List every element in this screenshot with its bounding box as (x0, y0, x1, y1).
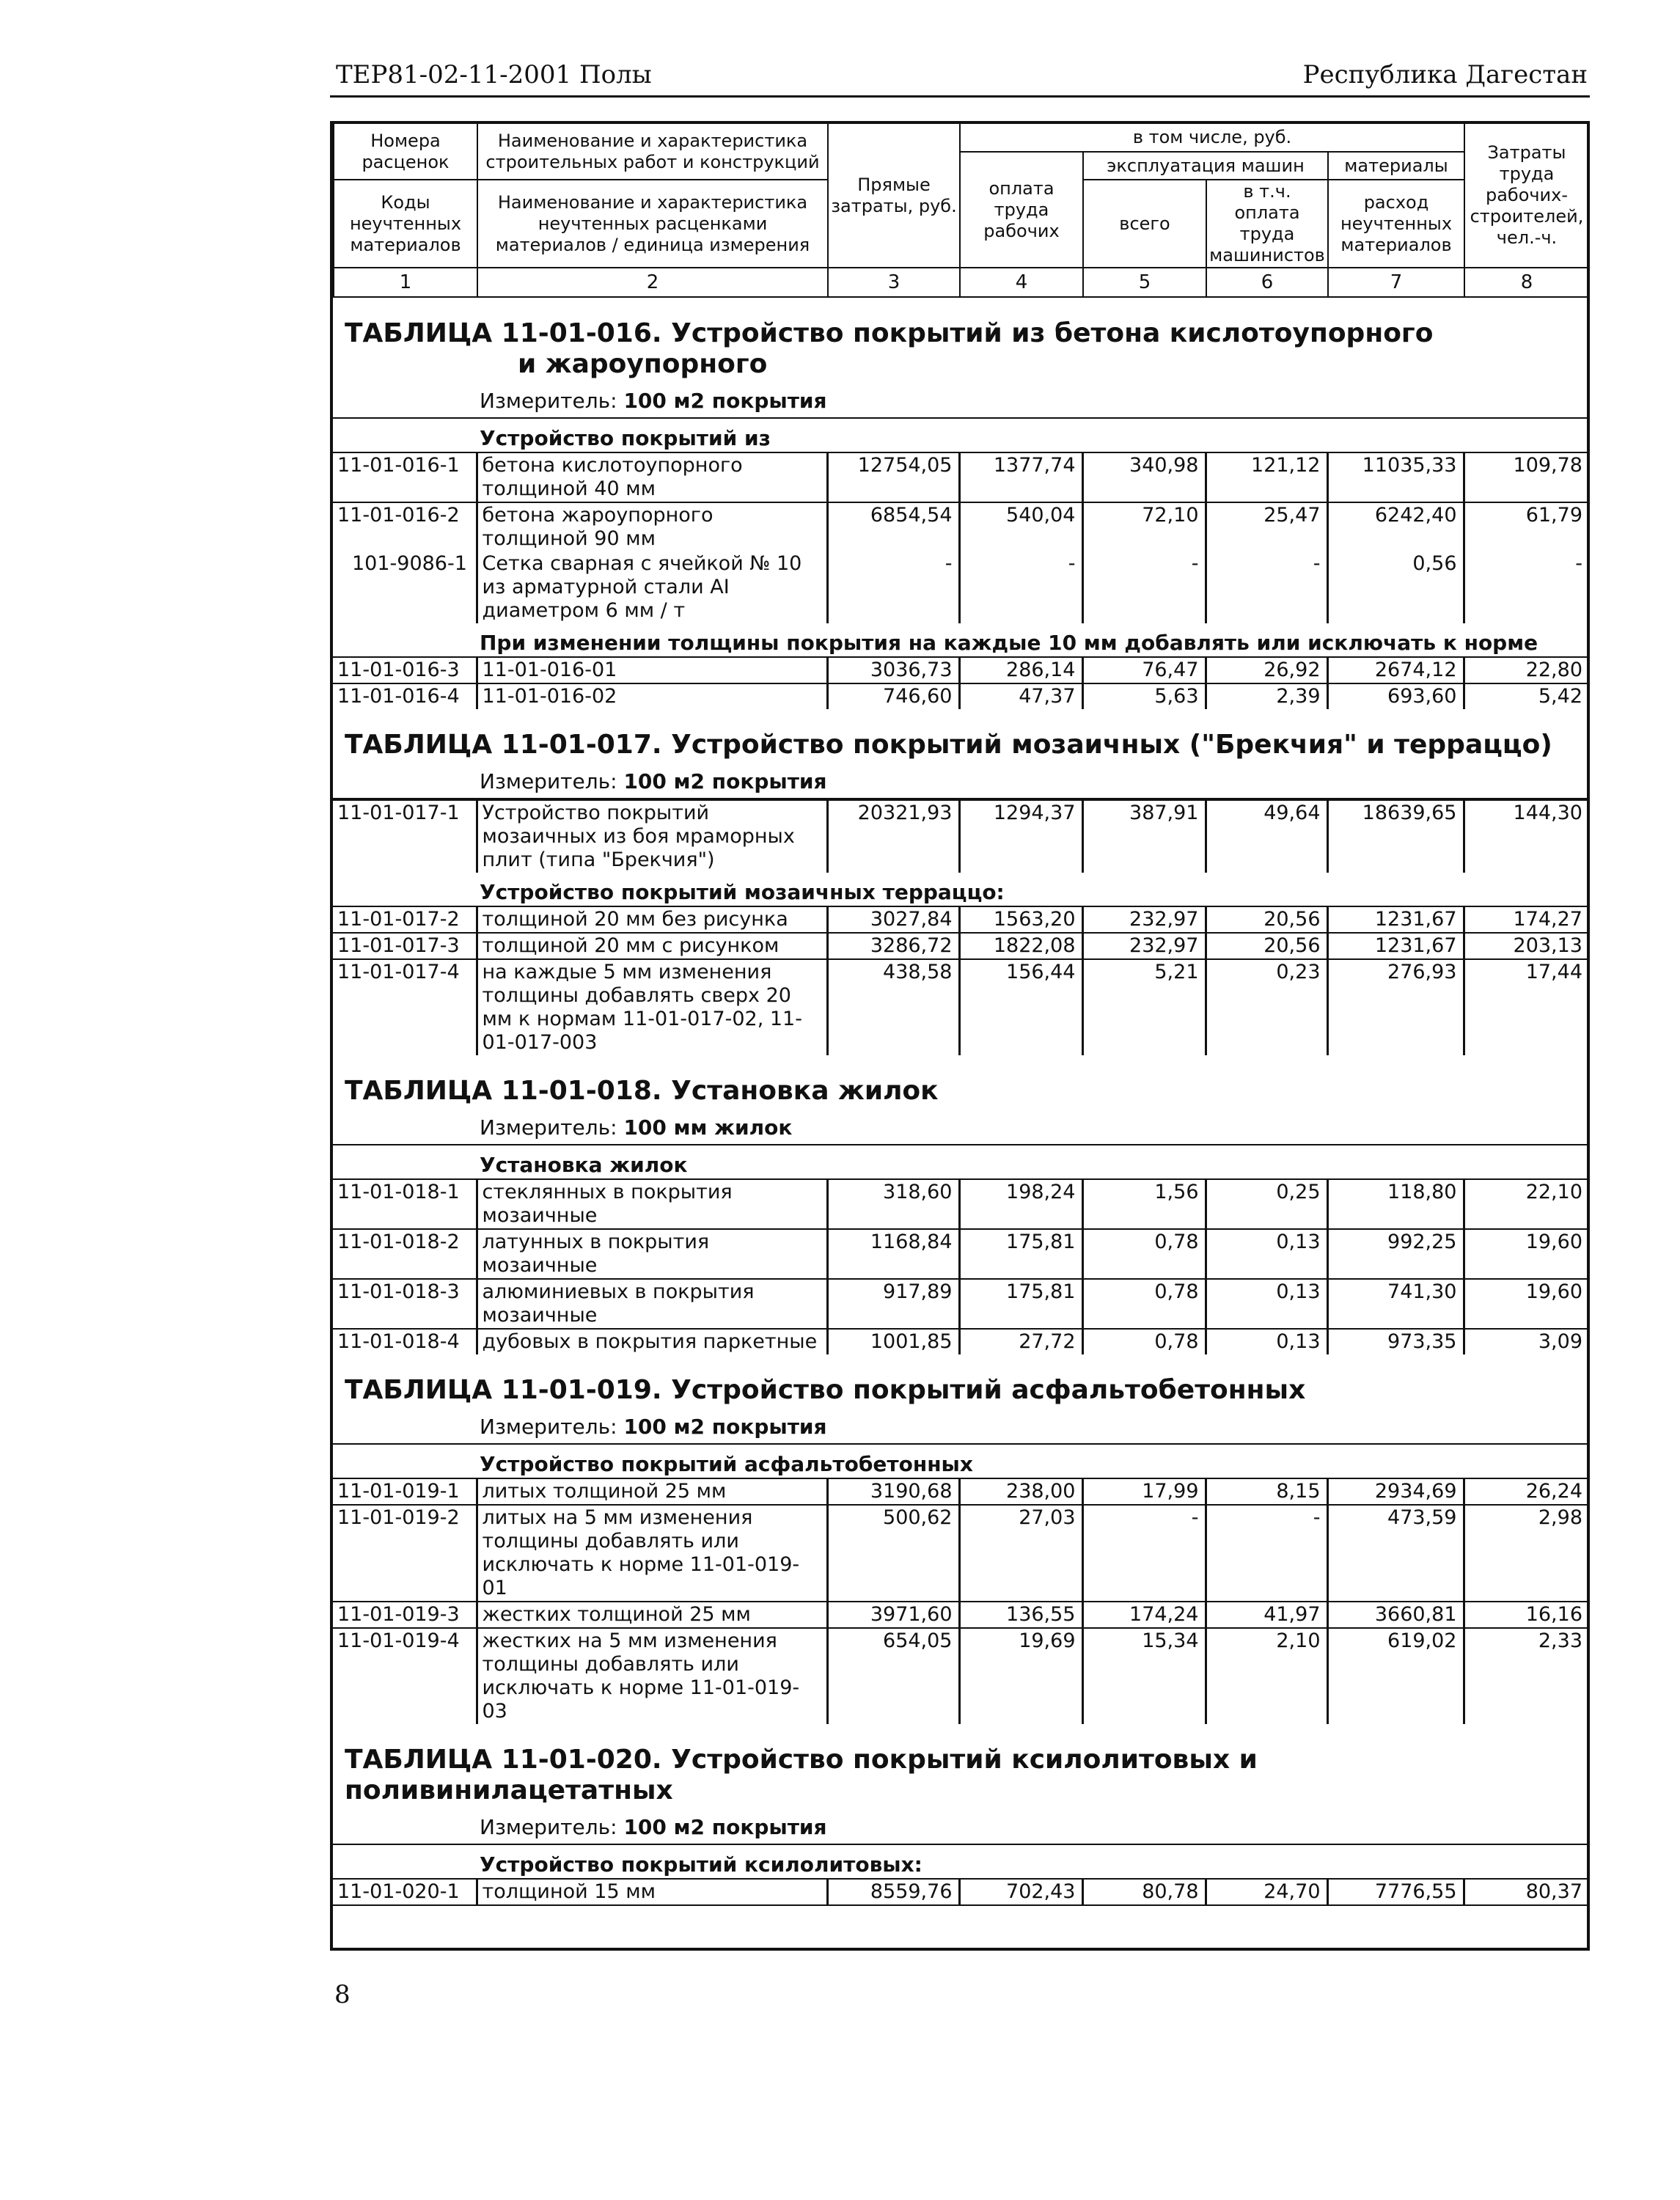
rate-value: 17,44 (1464, 959, 1588, 1055)
rate-value: 8,15 (1206, 1478, 1327, 1505)
table-row (333, 452, 1588, 502)
rate-name: толщиной 20 мм с рисунком (477, 933, 827, 959)
rate-code: 11-01-016-2 (333, 502, 477, 551)
rate-value: 438,58 (827, 959, 959, 1055)
col-header-work-name: Наименование и характеристика строительных работ и конструкций (477, 124, 828, 180)
rate-value: 3971,60 (827, 1602, 959, 1628)
rate-value: 917,89 (827, 1279, 959, 1329)
rate-name: дубовых в покрытия паркетные (477, 1329, 827, 1354)
table-row (333, 959, 1588, 1055)
col-number: 7 (1328, 268, 1464, 297)
table-row (333, 1505, 1588, 1602)
rate-value: 118,80 (1327, 1179, 1464, 1229)
rate-value: 318,60 (827, 1179, 959, 1229)
table-row (333, 906, 1588, 933)
rate-value: 1231,67 (1327, 906, 1464, 933)
table-row (333, 1229, 1588, 1279)
rates-rows (333, 906, 1588, 1055)
rates-rows (333, 1478, 1588, 1724)
rate-value: 61,79 (1464, 502, 1588, 551)
rate-value: 387,91 (1082, 800, 1206, 873)
rate-code: 11-01-016-1 (333, 452, 477, 502)
rate-name: 11-01-016-02 (477, 683, 827, 709)
rate-name: литых на 5 мм изменения толщины добавлять или исключать к норме 11-01-019-01 (477, 1505, 827, 1602)
rate-value: 1,56 (1082, 1179, 1206, 1229)
rate-value: 25,47 (1206, 502, 1327, 551)
rate-value: 19,60 (1464, 1279, 1588, 1329)
rate-value: 992,25 (1327, 1229, 1464, 1279)
rate-value: 276,93 (1327, 959, 1464, 1055)
measure-label: Измеритель: (480, 1415, 617, 1439)
rate-value: 6854,54 (827, 502, 959, 551)
running-header-left: ТЕР81-02-11-2001 Полы (336, 60, 652, 89)
rate-value: 3286,72 (827, 933, 959, 959)
rate-value: 2674,12 (1327, 657, 1464, 683)
rate-value: 12754,05 (827, 452, 959, 502)
rate-value: 6242,40 (1327, 502, 1464, 551)
col-number: 2 (477, 268, 828, 297)
rate-name: алюминиевых в покрытия мозаичные (477, 1279, 827, 1329)
rate-code: 11-01-020-1 (333, 1879, 477, 1905)
rate-value: 17,99 (1082, 1478, 1206, 1505)
rate-value: 3027,84 (827, 906, 959, 933)
rates-table (330, 121, 1590, 1951)
rate-code: 11-01-017-1 (333, 800, 477, 873)
rate-code: 11-01-019-2 (333, 1505, 477, 1602)
measure-value: 100 м2 покрытия (623, 1415, 827, 1439)
rate-name: Устройство покрытий мозаичных из боя мраморных плит (типа "Брекчия") (477, 800, 827, 873)
rate-value: 22,10 (1464, 1179, 1588, 1229)
rate-value: 0,13 (1206, 1329, 1327, 1354)
rate-name: Сетка сварная с ячейкой № 10 из арматурной стали AI диаметром 6 мм / т (477, 551, 827, 623)
rate-value: 3660,81 (1327, 1602, 1464, 1628)
rates-rows (333, 656, 1588, 709)
col-number: 1 (334, 268, 477, 297)
col-number: 8 (1464, 268, 1589, 297)
rate-code: 11-01-019-4 (333, 1628, 477, 1724)
col-number: 6 (1206, 268, 1328, 297)
col-header-including: в том числе, руб. (960, 124, 1464, 152)
rate-name: жестких на 5 мм изменения толщины добавлять или исключать к норме 11-01-019-03 (477, 1628, 827, 1724)
rate-name: бетона кислотоупорного толщиной 40 мм (477, 452, 827, 502)
measure-value: 100 м2 покрытия (623, 1815, 827, 1839)
col-header-material-name: Наименование и характеристика неучтенных расценками материалов / единица измерения (477, 180, 828, 268)
rate-value: 232,97 (1082, 933, 1206, 959)
table-row (333, 1602, 1588, 1628)
col-header-labor-costs: Затраты труда рабочих-строителей, чел.-ч. (1464, 124, 1589, 268)
rate-value: 1231,67 (1327, 933, 1464, 959)
col-header-materials: материалы (1328, 152, 1464, 180)
table-title (333, 298, 1587, 383)
rates-rows (333, 799, 1588, 873)
rate-value: 121,12 (1206, 452, 1327, 502)
measure-label: Измеритель: (480, 389, 617, 413)
rate-value: 198,24 (959, 1179, 1082, 1229)
table-row (333, 683, 1588, 709)
table-title-continuation: и жароупорного (518, 349, 768, 379)
rate-value: 3036,73 (827, 657, 959, 683)
rate-value: 15,34 (1082, 1628, 1206, 1724)
rate-value: - (1206, 551, 1327, 623)
rate-code: 11-01-019-3 (333, 1602, 477, 1628)
rate-value: 2934,69 (1327, 1478, 1464, 1505)
rate-value: 2,10 (1206, 1628, 1327, 1724)
rate-value: 16,16 (1464, 1602, 1588, 1628)
rate-value: 473,59 (1327, 1505, 1464, 1602)
col-header-material-usage: расход неучтенных материалов (1328, 180, 1464, 268)
rate-value: 1294,37 (959, 800, 1082, 873)
measure-label: Измеритель: (480, 1815, 617, 1839)
rate-value: 18639,65 (1327, 800, 1464, 873)
rate-value: 136,55 (959, 1602, 1082, 1628)
rate-value: 174,27 (1464, 906, 1588, 933)
rate-value: 8559,76 (827, 1879, 959, 1905)
col-number: 4 (960, 268, 1083, 297)
table-title (333, 709, 1587, 763)
rate-value: 1001,85 (827, 1329, 959, 1354)
col-header-machines-total: всего (1083, 180, 1206, 268)
measure-label: Измеритель: (480, 1115, 617, 1140)
col-header-worker-pay: оплата труда рабочих (960, 152, 1083, 268)
rate-code: 11-01-019-1 (333, 1478, 477, 1505)
page-number: 8 (334, 1980, 351, 2009)
rate-value: 26,92 (1206, 657, 1327, 683)
table-row (333, 1478, 1588, 1505)
col-number: 3 (828, 268, 960, 297)
rate-value: 109,78 (1464, 452, 1588, 502)
measure-unit (333, 1809, 1587, 1845)
rate-value: 3190,68 (827, 1478, 959, 1505)
rate-value: 20321,93 (827, 800, 959, 873)
table-row (333, 1628, 1588, 1724)
table-title (333, 1724, 1587, 1809)
rate-value: - (1082, 1505, 1206, 1602)
table-title-text: ТАБЛИЦА 11-01-018. Установка жилок (345, 1076, 939, 1106)
rate-value: 203,13 (1464, 933, 1588, 959)
rate-value: 144,30 (1464, 800, 1588, 873)
rate-value: 2,39 (1206, 683, 1327, 709)
rate-value: 693,60 (1327, 683, 1464, 709)
rate-value: 1563,20 (959, 906, 1082, 933)
rate-value: 741,30 (1327, 1279, 1464, 1329)
table-title (333, 1055, 1587, 1110)
rate-value: 80,37 (1464, 1879, 1588, 1905)
rate-value: 26,24 (1464, 1478, 1588, 1505)
rate-value: 20,56 (1206, 906, 1327, 933)
rate-name: 11-01-016-01 (477, 657, 827, 683)
rate-value: 286,14 (959, 657, 1082, 683)
col-header-direct-costs: Прямые затраты, руб. (828, 124, 960, 268)
rate-value: 27,03 (959, 1505, 1082, 1602)
rates-rows (333, 452, 1588, 623)
rate-value: 47,37 (959, 683, 1082, 709)
table-title-text: ТАБЛИЦА 11-01-016. Устройство покрытий из бетона кислотоупорного (345, 318, 1434, 348)
table-row (333, 502, 1588, 551)
rate-value: 340,98 (1082, 452, 1206, 502)
rate-value: 238,00 (959, 1478, 1082, 1505)
col-header-operator-pay: в т.ч. оплата труда машинистов (1206, 180, 1328, 268)
rate-value: 0,78 (1082, 1279, 1206, 1329)
rate-code: 11-01-017-4 (333, 959, 477, 1055)
rate-value: 973,35 (1327, 1329, 1464, 1354)
table-title (333, 1354, 1587, 1409)
rate-value: 7776,55 (1327, 1879, 1464, 1905)
table-row (333, 800, 1588, 873)
rate-code: 11-01-017-3 (333, 933, 477, 959)
group-subtitle: Устройство покрытий асфальтобетонных (480, 1452, 973, 1476)
rate-value: 22,80 (1464, 657, 1588, 683)
rate-value: 175,81 (959, 1279, 1082, 1329)
rate-value: 654,05 (827, 1628, 959, 1724)
measure-value: 100 м2 покрытия (623, 389, 827, 413)
rate-name: толщиной 15 мм (477, 1879, 827, 1905)
table-row (333, 1179, 1588, 1229)
rate-value: 232,97 (1082, 906, 1206, 933)
rate-value: 174,24 (1082, 1602, 1206, 1628)
rate-value: - (959, 551, 1082, 623)
table-row (333, 551, 1588, 623)
rate-code: 11-01-016-3 (333, 657, 477, 683)
group-subtitle: Устройство покрытий из (480, 426, 771, 450)
rate-value: 0,13 (1206, 1279, 1327, 1329)
header-rule (330, 95, 1590, 98)
rate-value: 0,78 (1082, 1229, 1206, 1279)
rate-code: 11-01-016-4 (333, 683, 477, 709)
rate-value: 41,97 (1206, 1602, 1327, 1628)
rate-value: 0,13 (1206, 1229, 1327, 1279)
group-subtitle: Устройство покрытий мозаичных терраццо: (480, 880, 1005, 904)
rate-code: 11-01-018-1 (333, 1179, 477, 1229)
measure-label: Измеритель: (480, 769, 617, 793)
rate-value: 2,33 (1464, 1628, 1588, 1724)
measure-value: 100 мм жилок (623, 1115, 793, 1140)
rate-code: 11-01-017-2 (333, 906, 477, 933)
measure-value: 100 м2 покрытия (623, 769, 827, 793)
rate-name: литых толщиной 25 мм (477, 1478, 827, 1505)
rate-code: 11-01-018-4 (333, 1329, 477, 1354)
rate-value: 0,56 (1327, 551, 1464, 623)
rate-name: толщиной 20 мм без рисунка (477, 906, 827, 933)
rate-value: 5,42 (1464, 683, 1588, 709)
rate-code: 11-01-018-3 (333, 1279, 477, 1329)
rate-value: 1822,08 (959, 933, 1082, 959)
rate-value: 19,69 (959, 1628, 1082, 1724)
table-row (333, 657, 1588, 683)
rate-name: жестких толщиной 25 мм (477, 1602, 827, 1628)
measure-unit (333, 763, 1587, 799)
group-subtitle: Установка жилок (480, 1153, 688, 1177)
rate-code: 101-9086-1 (352, 552, 467, 575)
rate-value: 0,23 (1206, 959, 1327, 1055)
group-subtitle: При изменении толщины покрытия на каждые 10 мм добавлять или исключать к норме (480, 631, 1538, 655)
table-row (333, 1279, 1588, 1329)
rate-value: - (1082, 551, 1206, 623)
rates-rows (333, 1178, 1588, 1354)
rate-value: 24,70 (1206, 1879, 1327, 1905)
rate-value: - (1464, 551, 1588, 623)
table-row (333, 933, 1588, 959)
rate-value: 5,21 (1082, 959, 1206, 1055)
rate-value: 3,09 (1464, 1329, 1588, 1354)
rate-value: 500,62 (827, 1505, 959, 1602)
rate-value: 5,63 (1082, 683, 1206, 709)
rate-value: 702,43 (959, 1879, 1082, 1905)
col-header-material-codes: Коды неучтенных материалов (334, 180, 477, 268)
col-header-machines: эксплуатация машин (1083, 152, 1328, 180)
col-header-rate-numbers: Номера расценок (334, 124, 477, 180)
rate-value: 49,64 (1206, 800, 1327, 873)
rates-rows (333, 1878, 1588, 1906)
rate-name: стеклянных в покрытия мозаичные (477, 1179, 827, 1229)
rate-name: бетона жароупорного толщиной 90 мм (477, 502, 827, 551)
rate-value: 540,04 (959, 502, 1082, 551)
rate-value: 72,10 (1082, 502, 1206, 551)
rate-value: 1168,84 (827, 1229, 959, 1279)
rate-value: 19,60 (1464, 1229, 1588, 1279)
rate-name: латунных в покрытия мозаичные (477, 1229, 827, 1279)
rate-value: 11035,33 (1327, 452, 1464, 502)
rate-value: 619,02 (1327, 1628, 1464, 1724)
column-header (333, 124, 1590, 298)
rate-code: 11-01-018-2 (333, 1229, 477, 1279)
measure-unit (333, 1110, 1587, 1145)
rate-value: 0,78 (1082, 1329, 1206, 1354)
rate-value: 0,25 (1206, 1179, 1327, 1229)
measure-unit (333, 383, 1587, 419)
rate-value: - (1206, 1505, 1327, 1602)
measure-unit (333, 1409, 1587, 1445)
rate-value: 2,98 (1464, 1505, 1588, 1602)
rate-name: на каждые 5 мм изменения толщины добавлять сверх 20 мм к нормам 11-01-017-02, 11-01-017-003 (477, 959, 827, 1055)
rate-value: 20,56 (1206, 933, 1327, 959)
rate-value: 156,44 (959, 959, 1082, 1055)
table-title-text: ТАБЛИЦА 11-01-020. Устройство покрытий ксилолитовых и поливинилацетатных (345, 1745, 1258, 1805)
table-title-text: ТАБЛИЦА 11-01-019. Устройство покрытий асфальтобетонных (345, 1375, 1306, 1405)
table-title-text: ТАБЛИЦА 11-01-017. Устройство покрытий мозаичных ("Брекчия" и терраццо) (345, 730, 1552, 760)
rate-value: 80,78 (1082, 1879, 1206, 1905)
rate-value: 746,60 (827, 683, 959, 709)
col-number: 5 (1083, 268, 1206, 297)
rate-value: 27,72 (959, 1329, 1082, 1354)
rate-value: 175,81 (959, 1229, 1082, 1279)
running-header-right: Республика Дагестан (1302, 60, 1588, 89)
table-sections (333, 298, 1587, 1906)
table-row (333, 1879, 1588, 1905)
rate-value: - (827, 551, 959, 623)
table-row (333, 1329, 1588, 1354)
rate-value: 1377,74 (959, 452, 1082, 502)
group-subtitle: Устройство покрытий ксилолитовых: (480, 1852, 922, 1877)
rate-value: 76,47 (1082, 657, 1206, 683)
